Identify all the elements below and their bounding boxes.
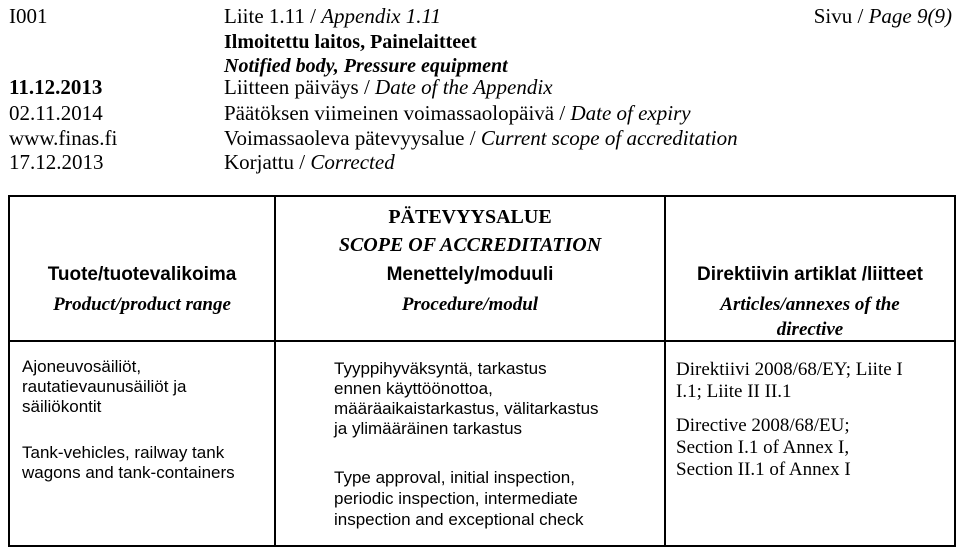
page-fi: Sivu / (813, 4, 869, 28)
label3-en: Current scope of accreditation (480, 126, 738, 150)
procedure-en-line: inspection and exceptional check (334, 510, 584, 529)
page-number (814, 4, 952, 28)
col-procedure-fi: Menettely/moduuli (386, 264, 554, 285)
procedure-fi-line: ennen käyttöönottoa, (334, 379, 493, 398)
scope-title-fi: PÄTEVYYSALUE (388, 206, 552, 228)
table-right-border (954, 197, 956, 545)
procedure-en-cell (334, 467, 584, 530)
page-en: Page 9(9) (868, 4, 952, 28)
procedure-fi-line: ja ylimääräinen tarkastus (334, 419, 523, 438)
label1-en: Date of the Appendix (375, 75, 553, 99)
articles-en-cell (676, 415, 851, 481)
expiry-date: 02.11.2014 (9, 101, 103, 125)
scope-label (224, 126, 738, 150)
label1-fi: Liitteen päiväys / (224, 75, 376, 99)
table-left-border (8, 197, 10, 545)
scope-title-en: SCOPE OF ACCREDITATION (338, 234, 602, 256)
col-articles-fi: Direktiivin artiklat /liitteet (697, 264, 923, 285)
product-en-line: wagons and tank-containers (22, 463, 235, 482)
procedure-en-line: periodic inspection, intermediate (334, 489, 578, 508)
product-fi-cell (22, 357, 186, 417)
procedure-fi-cell (334, 359, 599, 439)
appendix-fi: Liite 1.11 / (224, 4, 322, 28)
col-procedure-en: Procedure/modul (401, 294, 539, 315)
label4-en: Corrected (310, 150, 395, 174)
corrected-label (224, 150, 395, 174)
product-en-line: Tank-vehicles, railway tank (22, 443, 225, 462)
col-product-fi: Tuote/tuotevalikoima (47, 264, 237, 285)
product-fi-line: Ajoneuvosäiliöt, (22, 357, 142, 376)
accreditation-table (8, 195, 956, 547)
articles-en-line: Section I.1 of Annex I, (676, 437, 850, 458)
label3-fi: Voimassaoleva pätevyysalue / (224, 126, 481, 150)
appendix-date: 11.12.2013 (9, 75, 103, 99)
expiry-date-label (224, 101, 691, 125)
procedure-en-line: Type approval, initial inspection, (334, 468, 575, 487)
label2-en: Date of expiry (570, 101, 691, 125)
label4-fi: Korjattu / (224, 150, 311, 174)
articles-fi-line: Direktiivi 2008/68/EY; Liite I (676, 359, 903, 380)
appendix-date-label (224, 75, 553, 99)
col-product-en: Product/product range (53, 294, 231, 315)
procedure-fi-line: määräaikaistarkastus, välitarkastus (334, 399, 599, 418)
notified-body-en: Notified body, Pressure equipment (224, 55, 508, 77)
articles-en-line: Section II.1 of Annex I (676, 459, 851, 480)
notified-body-fi: Ilmoitettu laitos, Painelaitteet (224, 31, 477, 53)
corrected-date: 17.12.2013 (9, 150, 104, 174)
articles-fi-line: I.1; Liite II II.1 (676, 381, 792, 402)
procedure-fi-line: Tyyppihyväksyntä, tarkastus (334, 359, 547, 378)
website-link[interactable]: www.finas.fi (9, 126, 118, 150)
doc-code: I001 (9, 4, 48, 28)
product-fi-line: rautatievaunusäiliöt ja (22, 377, 187, 396)
articles-en-line: Directive 2008/68/EU; (676, 415, 850, 436)
label2-fi: Päätöksen viimeinen voimassaolopäivä / (224, 101, 571, 125)
articles-fi-cell (676, 359, 903, 403)
product-fi-line: säiliökontit (22, 397, 102, 416)
table-col-divider-2 (664, 197, 666, 545)
appendix-label (224, 4, 441, 28)
product-en-cell (22, 443, 235, 483)
appendix-en: Appendix 1.11 (321, 4, 441, 28)
col-articles-en-2: directive (776, 319, 844, 340)
col-articles-en-1: Articles/annexes of the (720, 294, 900, 315)
